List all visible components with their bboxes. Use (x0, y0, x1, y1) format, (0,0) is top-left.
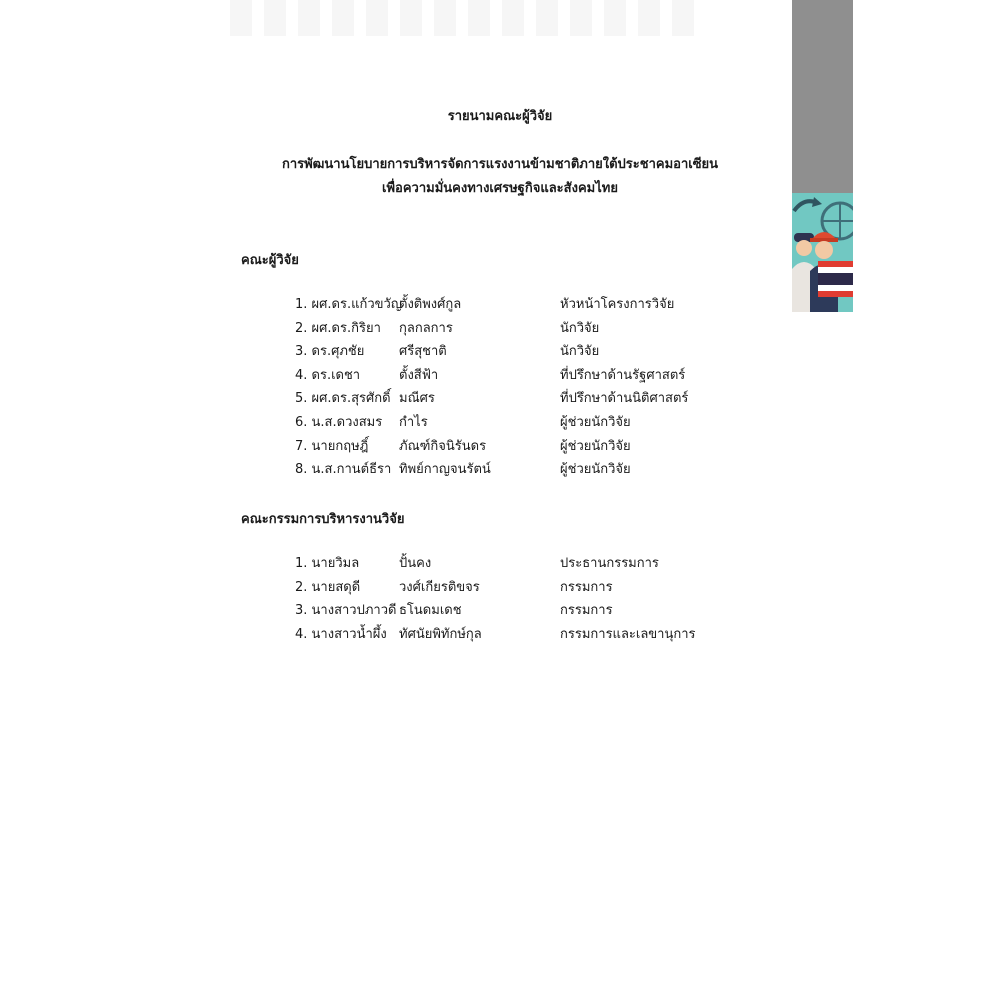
member-surname: ปั้นคง (399, 556, 432, 571)
member-name: 1. นายวิมล (295, 556, 360, 571)
researchers-list (295, 293, 775, 482)
member-surname: วงศ์เกียรติขจร (399, 579, 480, 595)
member-role: กรรมการและเลขานุการ (560, 626, 696, 642)
list-item (295, 387, 775, 411)
list-item (295, 317, 775, 341)
member-name: 1. ผศ.ดร.แก้วขวัญ (295, 297, 402, 312)
member-name: 8. น.ส.กานต์ธีรา (295, 462, 392, 478)
member-name: 4. ดร.เดชา (295, 367, 361, 383)
list-item (295, 623, 775, 647)
project-title-line-2: เพื่อความมั่นคงทางเศรษฐกิจและสังคมไทย (382, 181, 618, 196)
committee-list (295, 552, 775, 646)
member-name: 2. นายสดุดี (295, 579, 361, 595)
member-role: นักวิจัย (560, 344, 600, 360)
list-item (295, 340, 775, 364)
member-surname: ทิพย์กาญจนรัตน์ (399, 462, 491, 478)
member-name: 2. ผศ.ดร.กิริยา (295, 320, 381, 336)
researchers-heading: คณะผู้วิจัย (241, 253, 299, 268)
list-item (295, 576, 775, 600)
member-role: ผู้ช่วยนักวิจัย (560, 414, 631, 430)
member-surname: ตั้งติพงศ์กูล (399, 297, 462, 312)
member-surname: ทัศนัยพิทักษ์กุล (399, 626, 482, 642)
member-role: ผู้ช่วยนักวิจัย (560, 462, 631, 478)
member-role: ที่ปรึกษาด้านนิติศาสตร์ (560, 391, 689, 407)
member-surname: กุลกลการ (399, 320, 453, 336)
list-item (295, 599, 775, 623)
member-role: กรรมการ (560, 579, 613, 595)
member-surname: ตั้งสีฟ้า (399, 367, 439, 383)
member-role: ประธานกรรมการ (560, 556, 659, 571)
member-surname: ภัณฑ์กิจนิรันดร (399, 438, 487, 454)
member-name: 5. ผศ.ดร.สุรศักดิ์ (295, 391, 391, 407)
member-surname: กำไร (399, 414, 428, 430)
member-role: ที่ปรึกษาด้านรัฐศาสตร์ (560, 367, 686, 383)
member-role: หัวหน้าโครงการวิจัย (560, 297, 675, 312)
member-name: 3. ดร.ศุภชัย (295, 344, 365, 360)
member-name: 3. นางสาวปภาวดี (295, 603, 397, 619)
list-item (295, 435, 775, 459)
bleed-through-text (230, 0, 700, 36)
workers-illustration-icon (792, 193, 853, 312)
member-name: 4. นางสาวน้ำผึ้ง (295, 626, 387, 642)
list-item (295, 552, 775, 576)
committee-heading: คณะกรรมการบริหารงานวิจัย (241, 512, 405, 527)
list-item (295, 411, 775, 435)
member-role: ผู้ช่วยนักวิจัย (560, 438, 631, 454)
list-item (295, 364, 775, 388)
member-surname: ธโนดมเดช (399, 603, 462, 619)
list-item (295, 293, 775, 317)
project-title-line-1: การพัฒนานโยบายการบริหารจัดการแรงงานข้ามชาติภายใต้ประชาคมอาเซียน (281, 157, 719, 172)
member-name: 6. น.ส.ดวงสมร (295, 414, 383, 430)
member-role: นักวิจัย (560, 320, 600, 336)
member-role: กรรมการ (560, 603, 613, 619)
list-item (295, 458, 775, 482)
member-name: 7. นายกฤษฎิ์ (295, 438, 369, 454)
page-heading: รายนามคณะผู้วิจัย (447, 109, 553, 124)
member-surname: มณีศร (399, 391, 435, 407)
member-surname: ศรีสุชาติ (399, 344, 447, 360)
